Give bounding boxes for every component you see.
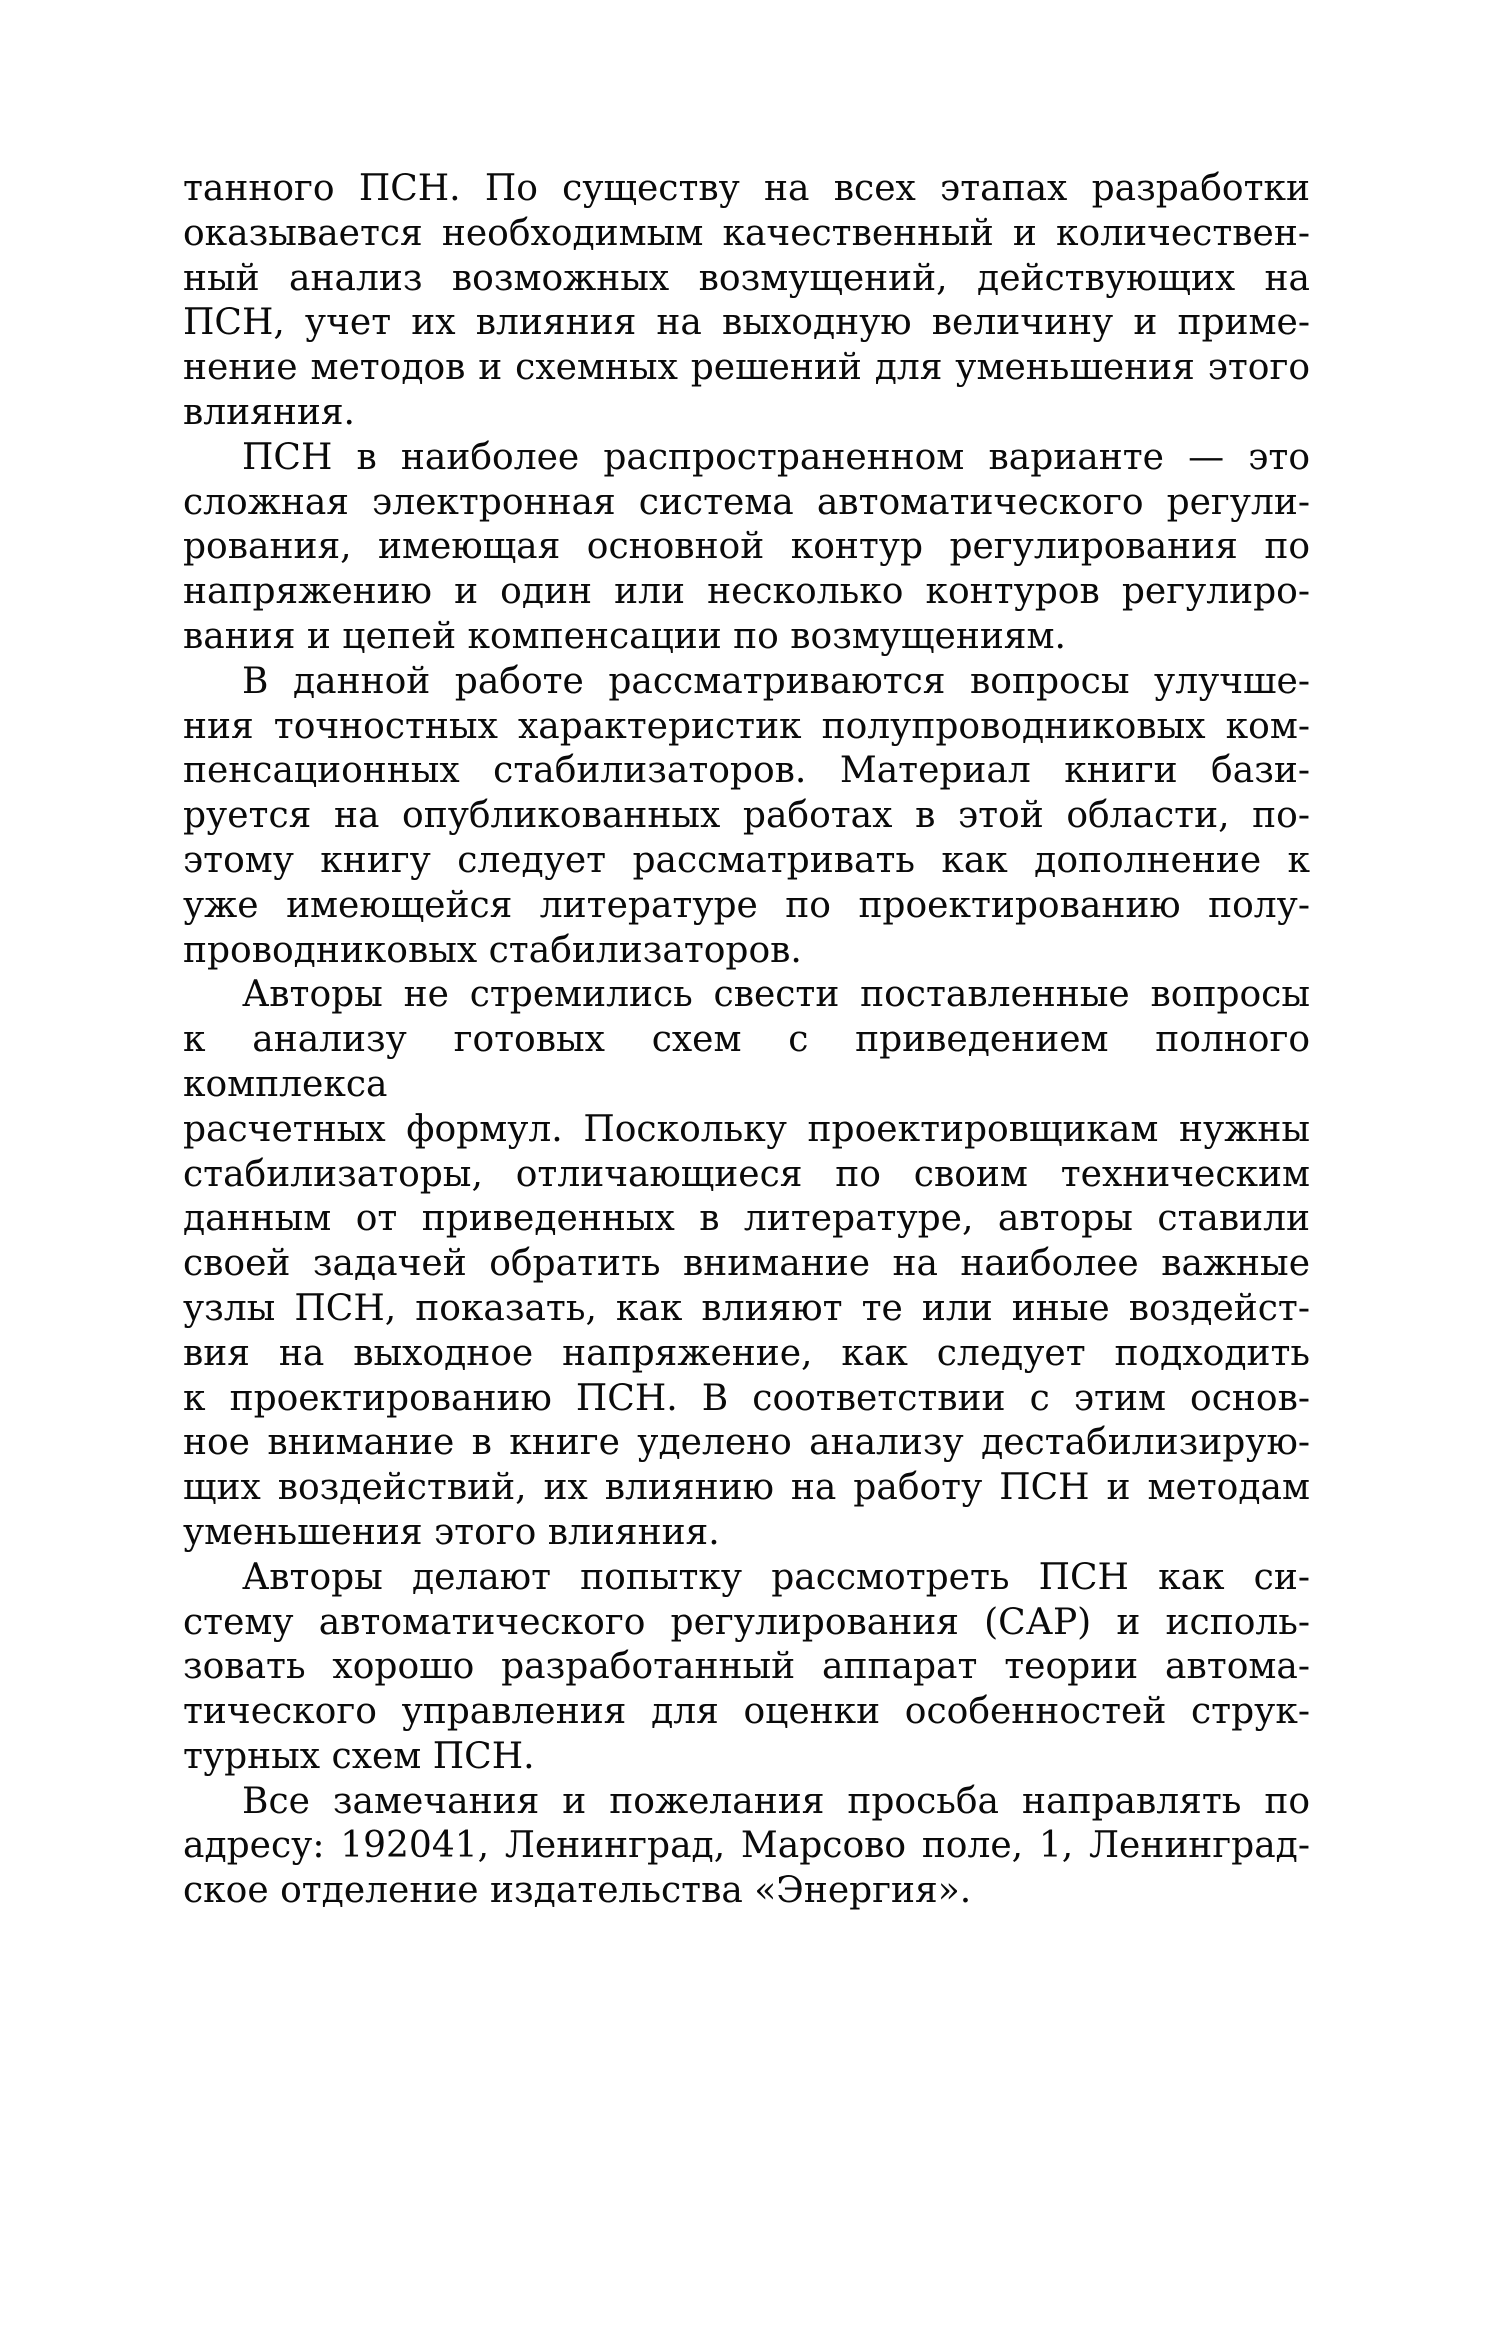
- text-line: к проектированию ПСН. В соответствии с этим основ-: [183, 1377, 1310, 1419]
- paragraph: [183, 436, 1310, 660]
- text-line: В данной работе рассматриваются вопросы улучше-: [242, 660, 1310, 702]
- text-line: вия на выходное напряжение, как следует подходить: [183, 1332, 1310, 1374]
- text-line: Все замечания и пожелания просьба направлять по: [242, 1780, 1310, 1822]
- text-line: ния точностных характеристик полупроводниковых ком-: [183, 705, 1310, 747]
- text-line: тического управления для оценки особенностей струк-: [183, 1691, 1310, 1733]
- text-line: ПСН в наиболее распространенном варианте — это: [242, 436, 1310, 478]
- text-line: рования, имеющая основной контур регулирования по: [183, 526, 1310, 568]
- text-line: данным от приведенных в литературе, авторы ставили: [183, 1198, 1310, 1240]
- text-line: вания и цепей компенсации по возмущениям.: [183, 615, 1066, 657]
- text-line: зовать хорошо разработанный аппарат теории автома-: [183, 1646, 1310, 1688]
- text-line: адресу: 192041, Ленинград, Марсово поле, 1, Ленинград-: [183, 1825, 1310, 1867]
- paragraph: [183, 660, 1310, 974]
- text-line: руется на опубликованных работах в этой области, по-: [183, 795, 1310, 837]
- paragraph: [183, 1780, 1310, 1914]
- text-line: этому книгу следует рассматривать как дополнение к: [183, 839, 1310, 881]
- text-line: ское отделение издательства «Энергия».: [183, 1870, 972, 1912]
- text-line: сложная электронная система автоматического регули-: [183, 481, 1310, 523]
- text-line: нение методов и схемных решений для уменьшения этого: [183, 347, 1310, 389]
- text-line: ное внимание в книге уделено анализу дестабилизирую-: [183, 1422, 1310, 1464]
- text-line: влияния.: [183, 391, 355, 433]
- text-line: уменьшения этого влияния.: [183, 1511, 720, 1553]
- paragraph: [183, 1556, 1310, 1780]
- text-line: оказывается необходимым качественный и количествен-: [183, 212, 1310, 254]
- text-line: уже имеющейся литературе по проектированию полу-: [183, 884, 1310, 926]
- text-line: ный анализ возможных возмущений, действующих на: [183, 257, 1310, 299]
- text-line: напряжению и один или несколько контуров регулиро-: [183, 571, 1310, 613]
- text-line: Авторы не стремились свести поставленные вопросы: [242, 974, 1310, 1016]
- text-line: щих воздействий, их влиянию на работу ПСН и методам: [183, 1467, 1310, 1509]
- paragraph: [183, 973, 1310, 1555]
- text-line: проводниковых стабилизаторов.: [183, 929, 802, 971]
- paragraph: [183, 167, 1310, 436]
- text-line: стему автоматического регулирования (САР) и исполь-: [183, 1601, 1310, 1643]
- page-text: [183, 167, 1310, 1914]
- text-line: своей задачей обратить внимание на наиболее важные: [183, 1243, 1310, 1285]
- text-line: расчетных формул. Поскольку проектировщикам нужны: [183, 1108, 1310, 1150]
- text-line: Авторы делают попытку рассмотреть ПСН как си-: [242, 1556, 1310, 1598]
- text-line: к анализу готовых схем с приведением полного комплекса: [183, 1019, 1310, 1105]
- text-line: узлы ПСН, показать, как влияют те или иные воздейст-: [183, 1287, 1310, 1329]
- text-line: стабилизаторы, отличающиеся по своим техническим: [183, 1153, 1310, 1195]
- text-line: танного ПСН. По существу на всех этапах разработки: [183, 168, 1310, 209]
- text-line: ПСН, учет их влияния на выходную величину и приме-: [183, 302, 1310, 344]
- text-line: турных схем ПСН.: [183, 1735, 535, 1777]
- text-line: пенсационных стабилизаторов. Материал книги бази-: [183, 750, 1310, 792]
